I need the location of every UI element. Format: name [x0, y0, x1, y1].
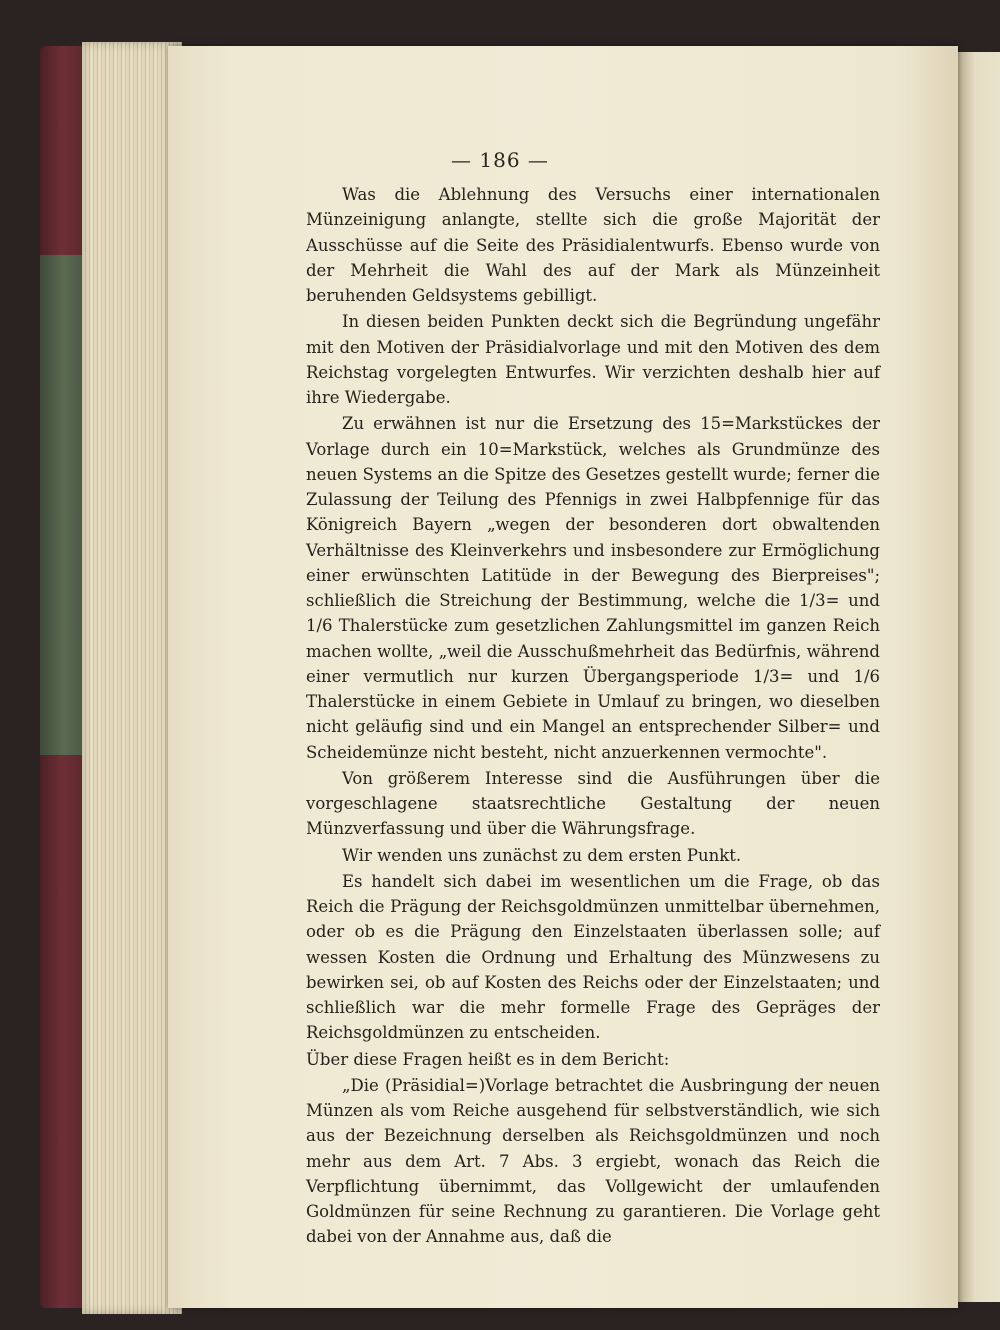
page-number: — 186 — — [451, 148, 549, 172]
page-edges — [82, 42, 182, 1314]
paragraph: „Die (Präsidial=)Vorlage betrachtet die Ausbringung der neuen Münzen als vom Reiche ausgehend für selbstverständlich, wie sich aus der Bezeichnung derselben als Reichsgoldmünzen und noch mehr aus dem Art. 7 Abs. 3 ergiebt, wonach das Reich die Verpflichtung übernimmt, das Vollgewicht der umlaufenden Goldmünzen für seine Rechnung zu garantieren. Die Vorlage geht dabei von der Annahme aus, daß die — [306, 1075, 880, 1247]
paragraph: Von größerem Interesse sind die Ausführungen über die vorgeschlagene staatsrechtliche Gestaltung der neuen Münzverfassung und über die Währungsfrage. — [306, 768, 880, 839]
paragraph: Was die Ablehnung des Versuchs einer internationalen Münzeinigung anlangte, stellte sich die große Majorität der Ausschüsse auf die Seite des Präsidialentwurfs. Ebenso wurde von der Mehrheit die Wahl des auf der Mark als Münzeinheit beruhenden Geldsystems gebilligt. — [306, 185, 880, 305]
paragraph: Zu erwähnen ist nur die Ersetzung des 15=Markstückes der Vorlage durch ein 10=Markstück, welches als Grundmünze des neuen Systems an die Spitze des Gesetzes gestellt wurde; ferner die Zulassung der Teilung des Pfennigs in zwei Halbpfennige für das Königreich Bayern „wegen der besonderen dort obwaltenden Verhältnisse des Kleinverkehrs und insbesondere zur Ermöglichung einer erwünschten Latitüde in der Bewegung des Bierpreises"; schließlich die Streichung der Bestimmung, welche die 1/3= und 1/6 Thalerstücke zum gesetzlichen Zahlungsmittel im ganzen Reich machen wollte, „weil die Ausschußmehrheit das Bedürfnis, während einer vermutlich nur kurzen Übergangsperiode 1/3= und 1/6 Thalerstücke in einem Gebiete in Umlauf zu bringen, wo dieselben nicht geläufig sind und ein Mangel an entsprechender Silber= und Scheidemünze nicht besteht, nicht anzuerkennen vermochte". — [306, 414, 880, 762]
paragraph: In diesen beiden Punkten deckt sich die Begründung ungefähr mit den Motiven der Präsidialvorlage und mit den Motiven des dem Reichstag vorgelegten Entwurfes. Wir verzichten deshalb hier auf ihre Wiedergabe. — [306, 312, 880, 407]
cover-cloth-band — [40, 255, 88, 755]
paragraph: Über diese Fragen heißt es in dem Bericht: — [306, 1049, 670, 1069]
paragraph: Es handelt sich dabei im wesentlichen um die Frage, ob das Reich die Prägung der Reichsgoldmünzen unmittelbar übernehmen, oder ob es die Prägung den Einzelstaaten überlassen solle; auf wessen Kosten die Ordnung und Erhaltung des Münzwesens zu bewirken sei, ob auf Kosten des Reichs oder der Einzelstaaten; und schließlich war die mehr formelle Frage des Gepräges der Reichsgoldmünzen zu entscheiden. — [306, 871, 880, 1043]
paragraph: Wir wenden uns zunächst zu dem ersten Punkt. — [342, 845, 742, 865]
page-body-text — [306, 182, 880, 1250]
next-page-edge — [958, 52, 1000, 1302]
